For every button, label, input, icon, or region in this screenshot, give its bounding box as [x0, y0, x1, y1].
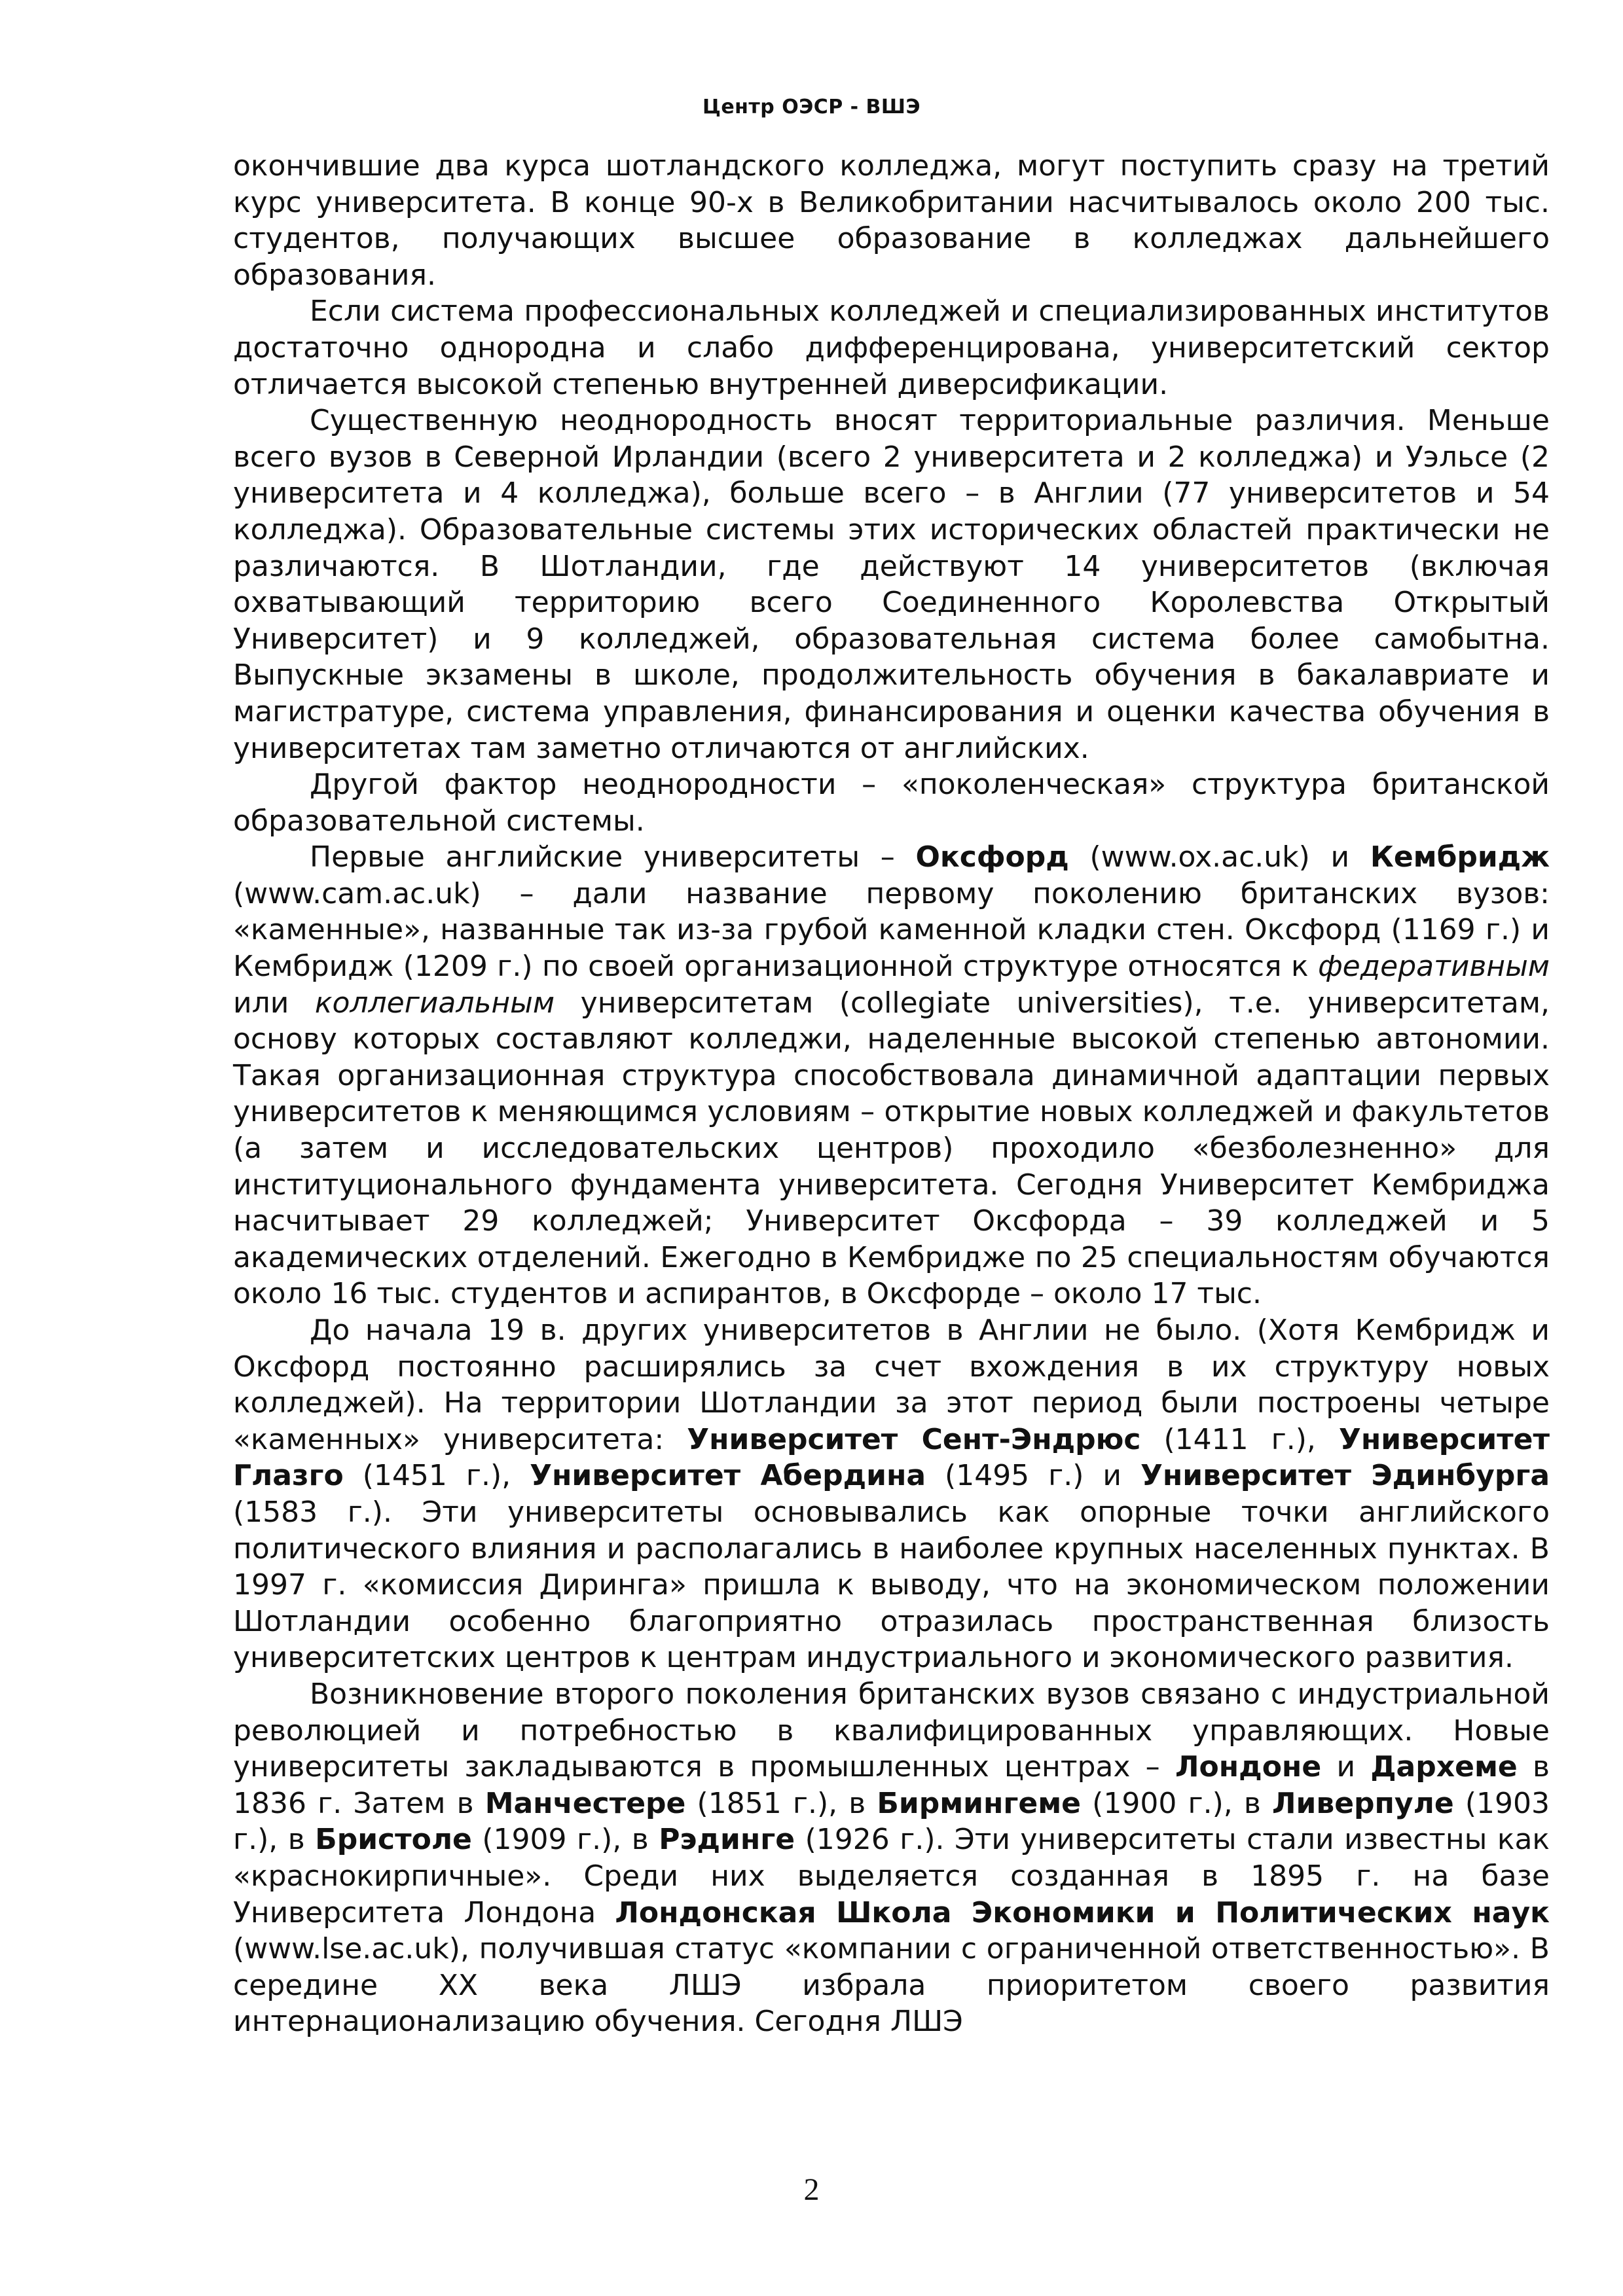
bold-st-andrews: Университет Сент-Эндрюс	[687, 1422, 1141, 1456]
page-header: Центр ОЭСР - ВШЭ	[702, 96, 921, 118]
bold-edinburgh: Университет Эдинбурга	[1140, 1459, 1550, 1493]
document-body	[233, 148, 1550, 2040]
italic-federative: федеративным	[1318, 950, 1550, 984]
bold-london: Лондоне	[1175, 1750, 1322, 1784]
paragraph-4: Другой фактор неоднородности – «поколенческая» структура британской образовательной системы.	[233, 768, 1550, 838]
bold-birmingham: Бирмингеме	[877, 1786, 1082, 1820]
bold-oxford: Оксфорд	[915, 840, 1069, 874]
bold-reading: Рэдинге	[659, 1823, 795, 1857]
paragraph-6: До начала 19 в. других университетов в Англии не было. (Хотя Кембридж и Оксфорд постоянно расширялись за счет вхождения в их структуру новых колледжей). На территории Шотландии за этот период были построены четыре «каменных» университета: Университет Сент-Эндрюс (1411 г.), Университет Глазго (1451 г.), Университет Абердина (1495 г.) и Университет Эдинбурга (1583 г.). Эти университеты основывались как опорные точки английского политического влияния и располагались в наиболее крупных населенных пунктах. В 1997 г. «комиссия Диринга» пришла к выводу, что на экономическом положении Шотландии особенно благоприятно отразилась пространственная близость университетских центров к центрам индустриального и экономического развития.	[233, 1314, 1550, 1675]
bold-cambridge: Кембридж	[1370, 840, 1550, 874]
page-number: 2	[803, 2172, 820, 2207]
bold-bristol: Бристоле	[315, 1823, 472, 1857]
bold-glasgow: Университет Глазго	[233, 1422, 1550, 1493]
bold-aberdeen: Университет Абердина	[530, 1459, 926, 1493]
paragraph-7: Возникновение второго поколения британских вузов связано с индустриальной революцией и потребностью в квалифицированных управляющих. Новые университеты закладываются в промышленных центрах – Лондоне и Дархеме в 1836 г. Затем в Манчестере (1851 г.), в Бирмингеме (1900 г.), в Ливерпуле (1903 г.), в Бристоле (1909 г.), в Рэдинге (1926 г.). Эти университеты стали известны как «краснокирпичные». Среди них выделяется созданная в 1895 г. на базе Университета Лондона Лондонская Школа Экономики и Политических наук (www.lse.ac.uk), получившая статус «компании с ограниченной ответственностью». В середине XX века ЛШЭ избрала приоритетом своего развития интернационализацию обучения. Сегодня ЛШЭ	[233, 1677, 1550, 2039]
paragraph-2: Если система профессиональных колледжей и специализированных институтов достаточно однородна и слабо дифференцирована, университетский сектор отличается высокой степенью внутренней диверсификации.	[233, 295, 1550, 401]
bold-durham: Дархеме	[1370, 1750, 1518, 1784]
italic-collegiate: коллегиальным	[314, 986, 555, 1020]
paragraph-5: Первые английские университеты – Оксфорд (www.ox.ac.uk) и Кембридж (www.cam.ac.uk) – дали название первому поколению британских вузов: «каменные», названные так из-за грубой каменной кладки стен. Оксфорд (1169 г.) и Кембридж (1209 г.) по своей организационной структуре относятся к федеративным или коллегиальным университетам (collegiate universities), т.е. университетам, основу которых составляют колледжи, наделенные высокой степенью автономии. Такая организационная структура способствовала динамичной адаптации первых университетов к меняющимся условиям – открытие новых колледжей и факультетов (а затем и исследовательских центров) проходило «безболезненно» для институционального фундамента университета. Сегодня Университет Кембриджа насчитывает 29 колледжей; Университет Оксфорда – 39 колледжей и 5 академических отделений. Ежегодно в Кембридже по 25 специальностям обучаются около 16 тыс. студентов и аспирантов, в Оксфорде – около 17 тыс.	[233, 840, 1550, 1311]
bold-liverpool: Ливерпуле	[1271, 1786, 1454, 1820]
bold-lse: Лондонская Школа Экономики и Политических наук	[615, 1895, 1550, 1929]
bold-manchester: Манчестере	[484, 1786, 686, 1820]
paragraph-1: окончившие два курса шотландского колледжа, могут поступить сразу на третий курс университета. В конце 90-х в Великобритании насчитывалось около 200 тыс. студентов, получающих высшее образование в колледжах дальнейшего образования.	[233, 149, 1550, 292]
paragraph-3: Существенную неоднородность вносят территориальные различия. Меньше всего вузов в Северной Ирландии (всего 2 университета и 2 колледжа) и Уэльсе (2 университета и 4 колледжа), больше всего – в Англии (77 университетов и 54 колледжа). Образовательные системы этих исторических областей практически не различаются. В Шотландии, где действуют 14 университетов (включая охватывающий территорию всего Соединенного Королевства Открытый Университет) и 9 колледжей, образовательная система более самобытна. Выпускные экзамены в школе, продолжительность обучения в бакалавриате и магистратуре, система управления, финансирования и оценки качества обучения в университетах там заметно отличаются от английских.	[233, 404, 1550, 765]
